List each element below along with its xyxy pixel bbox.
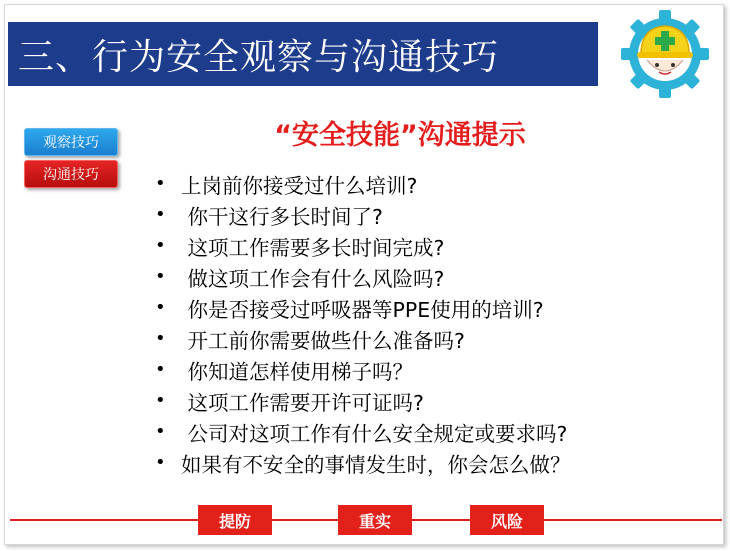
bullet-icon: • — [155, 266, 166, 287]
bullet-icon: • — [155, 359, 166, 380]
tab-observation-skills[interactable]: 观察技巧 — [24, 128, 118, 156]
section-heading: “安全技能”沟通提示 — [274, 120, 526, 151]
list-item — [155, 230, 571, 261]
question-text: 如果有不安全的事情发生时，你会怎么做？ — [181, 452, 571, 477]
list-item — [155, 354, 571, 385]
question-text: 你是否接受过呼吸器等PPE使用的培训? — [181, 297, 544, 322]
bullet-icon: • — [155, 173, 166, 194]
question-text: 上岗前你接受过什么培训? — [181, 173, 418, 198]
tab-communication-skills[interactable]: 沟通技巧 — [24, 160, 118, 188]
list-item — [155, 261, 571, 292]
safety-helmet-gear-icon — [617, 4, 713, 100]
list-item — [155, 447, 571, 478]
question-text: 这项工作需要开许可证吗? — [181, 390, 424, 415]
bullet-icon: • — [155, 390, 166, 411]
bullet-icon: • — [155, 421, 166, 442]
footer-button-emphasize[interactable]: 重实 — [338, 505, 412, 535]
title-bar — [8, 22, 598, 86]
question-text: 开工前你需要做些什么准备吗? — [181, 328, 465, 353]
list-item — [155, 385, 571, 416]
bullet-icon: • — [155, 328, 166, 349]
question-text: 你干这行多长时间了? — [181, 204, 383, 229]
slide-title: 三、行为安全观察与沟通技巧 — [18, 36, 500, 78]
list-item — [155, 199, 571, 230]
footer-button-risk[interactable]: 风险 — [470, 505, 544, 535]
list-item — [155, 292, 571, 323]
bullet-icon: • — [155, 452, 166, 473]
bullet-icon: • — [155, 204, 166, 225]
question-text: 做这项工作会有什么风险吗? — [181, 266, 445, 291]
bullet-icon: • — [155, 297, 166, 318]
list-item — [155, 416, 571, 447]
question-list — [155, 168, 571, 478]
question-text: 这项工作需要多长时间完成? — [181, 235, 445, 260]
bullet-icon: • — [155, 235, 166, 256]
question-text: 你知道怎样使用梯子吗？ — [181, 359, 414, 384]
list-item — [155, 323, 571, 354]
footer-button-prevent[interactable]: 提防 — [198, 505, 272, 535]
question-text: 公司对这项工作有什么安全规定或要求吗? — [181, 421, 568, 446]
list-item — [155, 168, 571, 199]
